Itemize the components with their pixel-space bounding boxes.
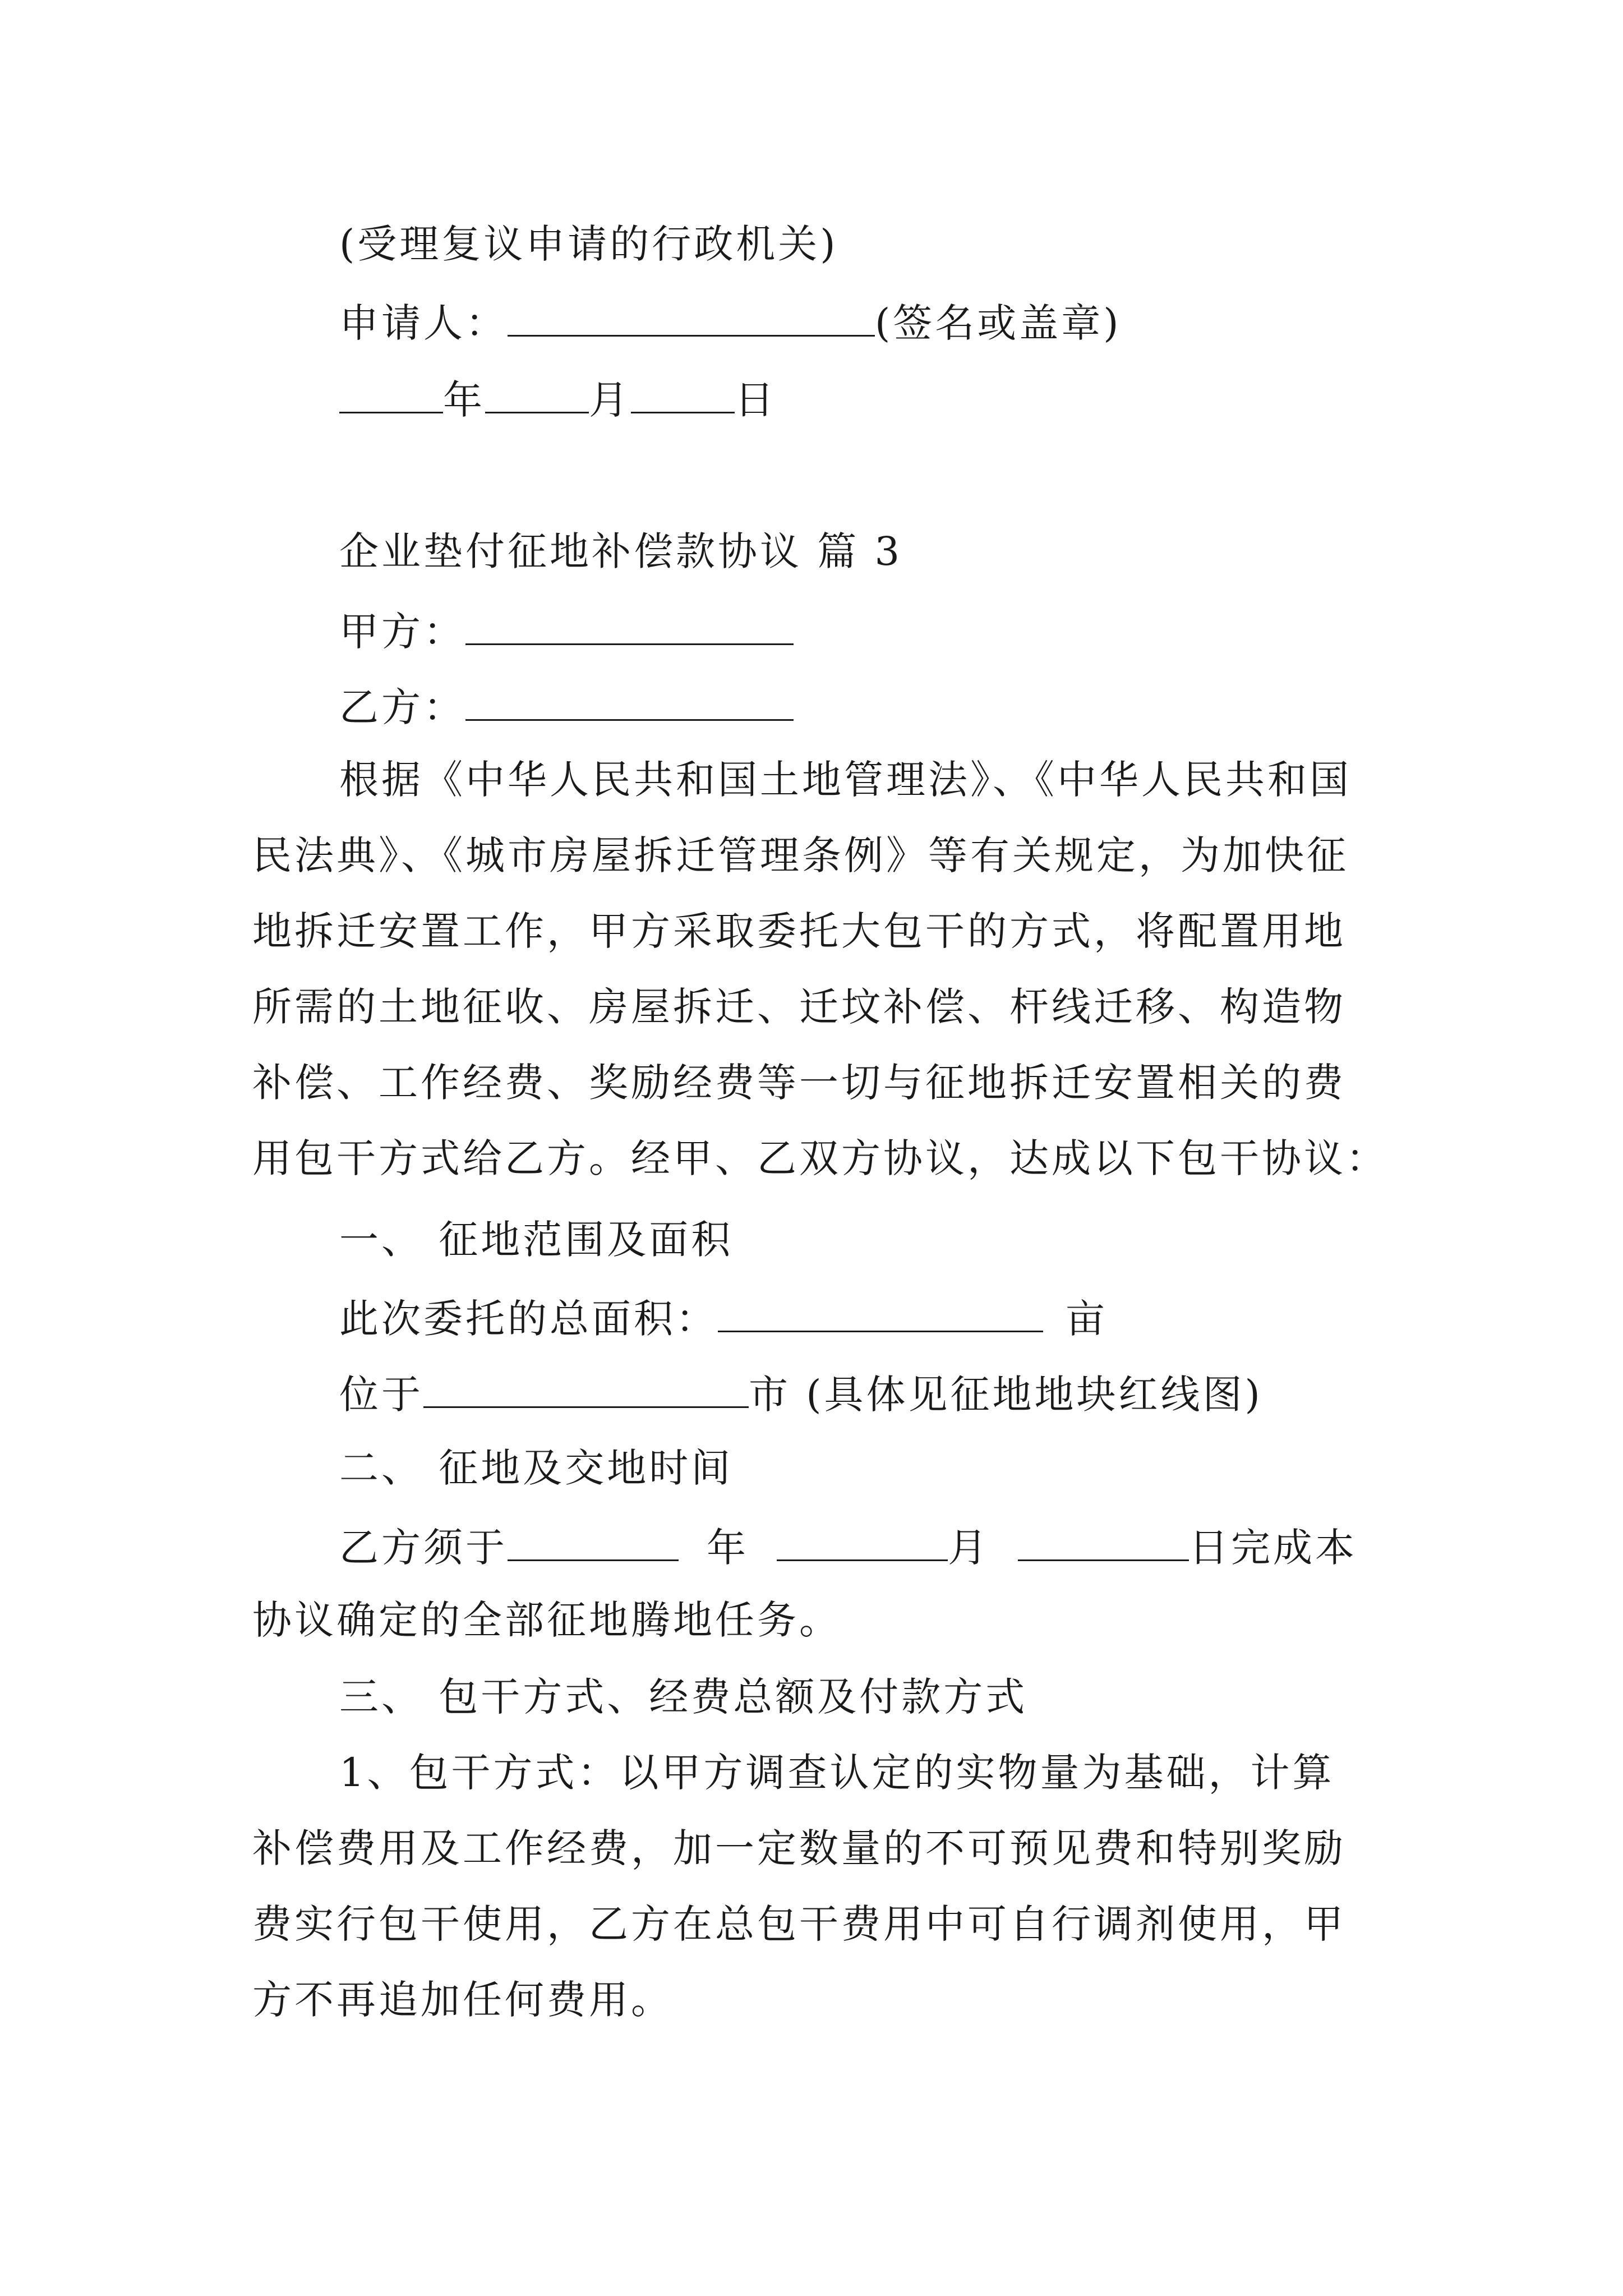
deadline-line-2: 协议确定的全部征地腾地任务。 bbox=[252, 1597, 841, 1643]
reviewing-body-text: (受理复议申请的行政机关) bbox=[339, 221, 838, 267]
item-1-line: 1、包干方式：以甲方调查认定的实物量为基础，计算 bbox=[339, 1750, 1335, 1796]
area-unit: 亩 bbox=[1066, 1296, 1108, 1342]
deadline-year-label: 年 bbox=[707, 1525, 749, 1571]
location-prefix: 位于 bbox=[339, 1372, 423, 1418]
heading-1-text: 一、 征地范围及面积 bbox=[339, 1217, 734, 1263]
location-suffix: 市 (具体见征地地块红线图) bbox=[749, 1372, 1263, 1418]
intro-line: 所需的土地征收、房屋拆迁、迁坟补偿、杆线迁移、构造物 bbox=[252, 984, 1346, 1030]
heading-1 bbox=[339, 1217, 734, 1263]
deadline-prefix: 乙方须于 bbox=[339, 1525, 508, 1571]
deadline-month-blank bbox=[777, 1525, 948, 1561]
deadline-day-blank bbox=[1018, 1525, 1189, 1561]
reviewing-body-line bbox=[339, 221, 838, 267]
deadline-month-label: 月 bbox=[948, 1525, 990, 1571]
area-label: 此次委托的总面积： bbox=[339, 1296, 718, 1342]
signature-date-line bbox=[339, 377, 777, 423]
month-label: 月 bbox=[589, 377, 631, 423]
intro-line: 补偿、工作经费、奖励经费等一切与征地拆迁安置相关的费 bbox=[252, 1060, 1346, 1106]
party-a-label: 甲方： bbox=[339, 609, 465, 655]
year-label: 年 bbox=[443, 377, 485, 423]
intro-paragraph bbox=[252, 757, 1388, 1214]
applicant-label: 申请人： bbox=[339, 300, 508, 346]
deadline-day-rest: 日完成本 bbox=[1189, 1525, 1357, 1571]
party-a-blank bbox=[465, 609, 794, 645]
section-title bbox=[339, 528, 903, 574]
day-label: 日 bbox=[735, 377, 777, 423]
section-title-text: 企业垫付征地补偿款协议 篇 3 bbox=[339, 528, 903, 574]
item-1-line: 费实行包干使用，乙方在总包干费用中可自行调剂使用，甲 bbox=[252, 1901, 1346, 1947]
intro-line: 地拆迁安置工作，甲方采取委托大包干的方式，将配置用地 bbox=[252, 908, 1346, 954]
party-b-line bbox=[339, 684, 794, 730]
item-1-line: 补偿费用及工作经费，加一定数量的不可预见费和特别奖励 bbox=[252, 1825, 1346, 1871]
party-b-label: 乙方： bbox=[339, 684, 465, 730]
heading-3 bbox=[339, 1674, 1028, 1720]
intro-line: 用包干方式给乙方。经甲、乙双方协议，达成以下包干协议： bbox=[252, 1135, 1388, 1181]
party-a-line bbox=[339, 609, 794, 655]
heading-2 bbox=[339, 1445, 734, 1491]
location-blank bbox=[423, 1372, 749, 1408]
deadline-paragraph bbox=[252, 1525, 1374, 1676]
day-blank bbox=[631, 377, 735, 413]
intro-line: 根据《中华人民共和国土地管理法》、《中华人民共和国 bbox=[339, 757, 1352, 803]
party-b-blank bbox=[465, 684, 794, 721]
deadline-line bbox=[339, 1525, 1374, 1600]
deadline-year-blank bbox=[508, 1525, 679, 1561]
area-blank bbox=[718, 1296, 1043, 1332]
location-line bbox=[339, 1372, 1263, 1418]
applicant-suffix: (签名或盖章) bbox=[875, 300, 1122, 346]
heading-3-text: 三、 包干方式、经费总额及付款方式 bbox=[339, 1674, 1028, 1720]
year-blank bbox=[339, 377, 443, 413]
item-1-line: 方不再追加任何费用。 bbox=[252, 1977, 673, 2023]
month-blank bbox=[485, 377, 589, 413]
intro-line: 民法典》、《城市房屋拆迁管理条例》等有关规定，为加快征 bbox=[252, 832, 1349, 878]
area-line bbox=[339, 1296, 1108, 1342]
applicant-line bbox=[339, 300, 1122, 346]
applicant-blank bbox=[508, 300, 875, 337]
heading-2-text: 二、 征地及交地时间 bbox=[339, 1445, 734, 1491]
item-1-paragraph bbox=[252, 1750, 1374, 2056]
